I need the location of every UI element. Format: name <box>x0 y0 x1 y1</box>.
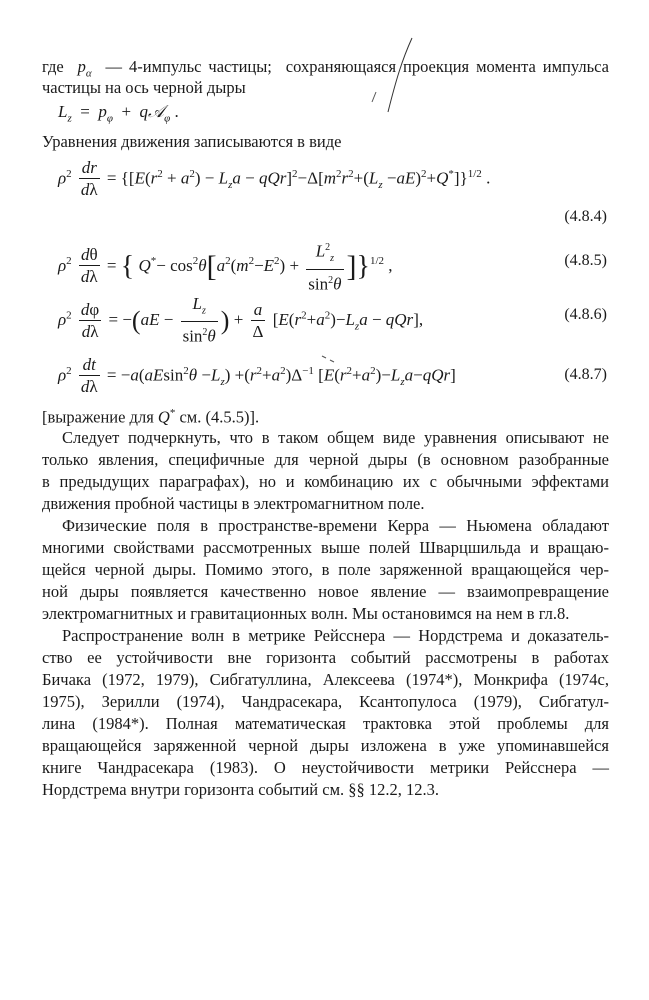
equation-number-4-8-5: (4.8.5) <box>564 252 607 269</box>
equation-4-8-4: $\rho^2$ $\frac{dr}{d\lambda}$ = $\{[E(r^2 + a^2) - L_za - qQr]^2-\Delta[m^2r^2+(L_z -aE)^2+Q^*]\}^{1/2}$ . <box>58 158 491 199</box>
text-line-6: только явления, специфичные для черной дыры (в основном разобранные <box>42 450 609 469</box>
text-line-7: в предыдущих параграфах), но и комбинацию их с обычными эффектами <box>42 472 609 491</box>
text-line-10: многими свойствами рассмотренных выше полей Шварцшильда и вращаю- <box>42 538 609 557</box>
text-line-4: [выражение для Q* см. (4.5.5)]. <box>42 407 260 427</box>
equation-4-8-5: $\rho^2$ $\frac{d\theta}{d\lambda}$ = { $Q^*- \cos^2\theta[a^2(m^2-E^2)$ + $\frac{L^2_z}{\sin^2\theta}$ ]}$^{1/2}$ , <box>58 238 393 296</box>
text-line-19: вращающейся заряженной черной дыры изложена в уже упоминавшейся <box>42 736 609 755</box>
equation-4-8-6: $\rho^2$ $\frac{d\varphi}{d\lambda}$ = −(aE − $\frac{L_z}{\sin^2\theta}$ ) + $\frac{a}{\Delta}$ $[E(r^2+a^2)-L_za - qQr]$, <box>58 294 424 347</box>
text-line-9: Физические поля в пространстве-времени Керра — Ньюмена обладают <box>62 516 609 535</box>
text-line-17: 1975), Зерилли (1974), Чандрасекара, Ксантопулоса (1979), Сибгатул- <box>42 692 609 711</box>
equation-lz: $L_z = p_\varphi$ + q𝒜$_\varphi$ . <box>58 102 179 125</box>
text-line-14: Распространение волн в метрике Рейсснера — Нордстрема и доказатель- <box>62 626 609 645</box>
equation-number-4-8-7: (4.8.7) <box>564 366 607 383</box>
text-line-16: Бичака (1972, 1979), Сибгатуллина, Алексеева (1974*), Монкрифа (1974c, <box>42 670 609 689</box>
text-line-21: Нордстрема внутри горизонта событий см. §§ 12.2, 12.3. <box>42 780 440 799</box>
equation-number-4-8-6: (4.8.6) <box>564 306 607 323</box>
text-line-3: Уравнения движения записываются в виде <box>42 132 342 151</box>
text-line-20: книге Чандрасекара (1983). О неустойчивости метрики Рейсснера — <box>42 758 609 777</box>
text-line-15: ство ее устойчивости вне горизонта событий рассмотрены в работах <box>42 648 609 667</box>
equation-4-8-7: $\rho^2$ $\frac{dt}{d\lambda}$ = $-a(aEsin^2\theta -L_z) +(r^2+a^2)\Delta^{-1}$ $[E(r^2+a^2)-L_za-qQr]$ <box>58 355 456 396</box>
text-line-1: где $p_\alpha$ — 4-импульс частицы; сохраняющаяся проекция момента импульса <box>42 57 610 80</box>
text-line-12: ной дыры появляется качественно новое явление — взаимопревращение <box>42 582 609 601</box>
text-line-13: электромагнитных и гравитационных волн. Мы остановимся на нем в гл.8. <box>42 604 570 623</box>
text-line-11: щейся черной дыры. Помимо этого, в поле заряженной вращающейся чер- <box>42 560 609 579</box>
text-line-5: Следует подчеркнуть, что в таком общем виде уравнения описывают не <box>62 428 609 447</box>
text-line-2: частицы на ось черной дыры <box>42 78 246 97</box>
text-line-8: движения пробной частицы в электромагнитном поле. <box>42 494 425 513</box>
text-line-18: лина (1984*). Полная математическая трактовка этой проблемы для <box>42 714 609 733</box>
equation-number-4-8-4: (4.8.4) <box>564 208 607 225</box>
